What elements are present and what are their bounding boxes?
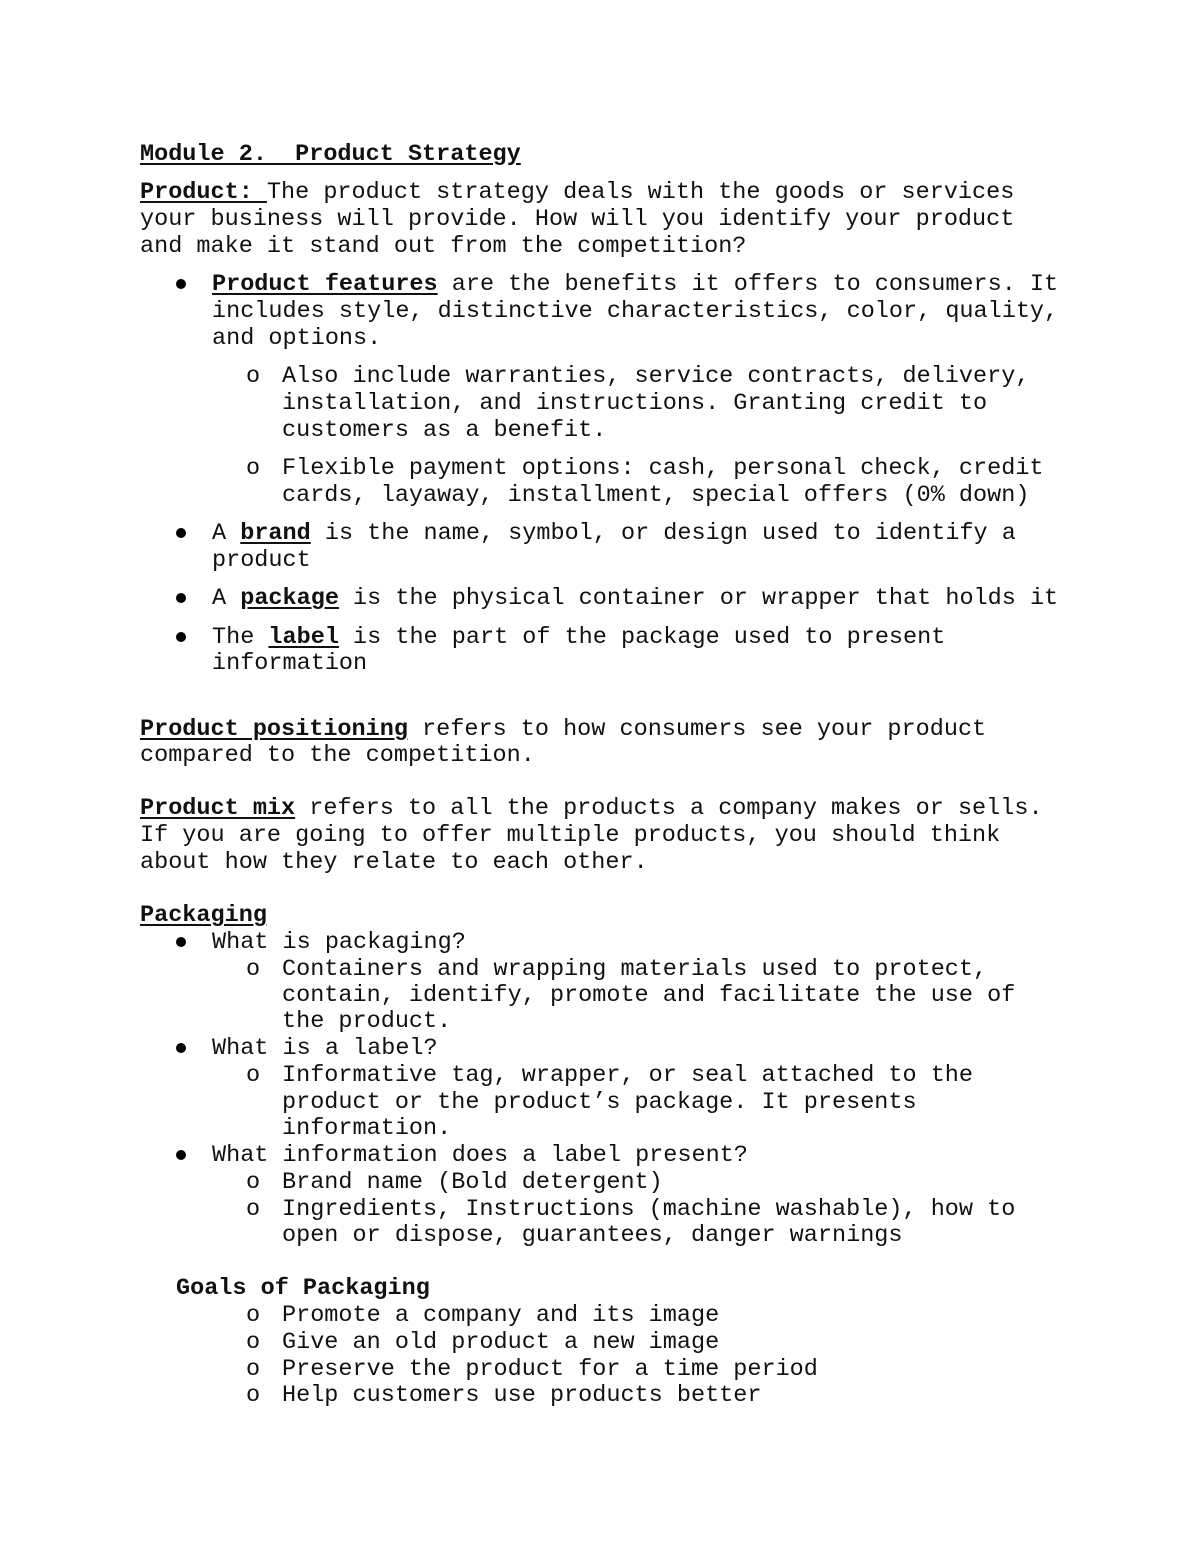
sub-bullet-icon: o [246,1062,261,1089]
packaging-a1-line-3: the product. [282,1008,452,1035]
goals-item: Preserve the product for a time period [282,1356,818,1383]
mix-line-1: Product mix refers to all the products a company makes or sells. [140,795,1043,822]
packaging-a2-line-3: information. [282,1115,452,1142]
packaging-q1: What is packaging? [212,929,466,956]
intro-paragraph-line-1: Product: The product strategy deals with the goods or services [140,179,1015,206]
mix-line-2: If you are going to offer multiple products, you should think [140,822,1001,849]
brand-line-1: A brand is the name, symbol, or design used to identify a [212,520,1016,547]
features-line-1: Product features are the benefits it offers to consumers. It [212,271,1059,298]
sub-bullet-icon: o [246,363,261,390]
goals-item: Give an old product a new image [282,1329,720,1356]
bullet-icon [176,593,186,603]
goals-item: Help customers use products better [282,1382,762,1409]
packaging-a2-line-1: Informative tag, wrapper, or seal attached to the [282,1062,974,1089]
brand-line-2: product [212,547,311,574]
packaging-a2-line-2: product or the product’s package. It presents [282,1089,917,1116]
packaging-heading: Packaging [140,902,267,929]
features-line-2: includes style, distinctive characteristics, color, quality, [212,298,1059,325]
features-sub1-line-1: Also include warranties, service contracts, delivery, [282,363,1030,390]
bullet-icon [176,632,186,642]
sub-bullet-icon: o [246,1302,261,1329]
positioning-line-2: compared to the competition. [140,742,535,769]
packaging-a3b-line-1: Ingredients, Instructions (machine washable), how to [282,1196,1016,1223]
packaging-a3a: Brand name (Bold detergent) [282,1169,663,1196]
packaging-a1-line-2: contain, identify, promote and facilitate the use of [282,982,1016,1009]
sub-bullet-icon: o [246,1382,261,1409]
packaging-a3b-line-2: open or dispose, guarantees, danger warnings [282,1222,903,1249]
positioning-line-1: Product positioning refers to how consumers see your product [140,716,987,743]
features-sub2-line-1: Flexible payment options: cash, personal check, credit [282,455,1044,482]
label-line-2: information [212,650,368,677]
sub-bullet-icon: o [246,1169,261,1196]
features-line-3: and options. [212,325,382,352]
package-line: A package is the physical container or wrapper that holds it [212,585,1059,612]
sub-bullet-icon: o [246,1356,261,1383]
bullet-icon [176,937,186,947]
sub-bullet-icon: o [246,1329,261,1356]
packaging-q2: What is a label? [212,1035,438,1062]
sub-bullet-icon: o [246,1196,261,1223]
page-title: Module 2. Product Strategy [140,141,521,168]
goals-heading: Goals of Packaging [176,1275,430,1302]
features-sub1-line-3: customers as a benefit. [282,417,607,444]
goals-item: Promote a company and its image [282,1302,720,1329]
intro-label: Product: [140,179,267,206]
packaging-q3: What information does a label present? [212,1142,748,1169]
bullet-icon [176,279,186,289]
label-line-1: The label is the part of the package used to present [212,624,946,651]
features-sub1-line-2: installation, and instructions. Granting credit to [282,390,988,417]
sub-bullet-icon: o [246,455,261,482]
packaging-a1-line-1: Containers and wrapping materials used to protect, [282,956,988,983]
mix-line-3: about how they relate to each other. [140,849,648,876]
bullet-icon [176,1043,186,1053]
sub-bullet-icon: o [246,956,261,983]
intro-paragraph-line-3: and make it stand out from the competition? [140,233,747,260]
bullet-icon [176,528,186,538]
bullet-icon [176,1150,186,1160]
intro-paragraph-line-2: your business will provide. How will you identify your product [140,206,1015,233]
features-sub2-line-2: cards, layaway, installment, special offers (0% down) [282,482,1030,509]
